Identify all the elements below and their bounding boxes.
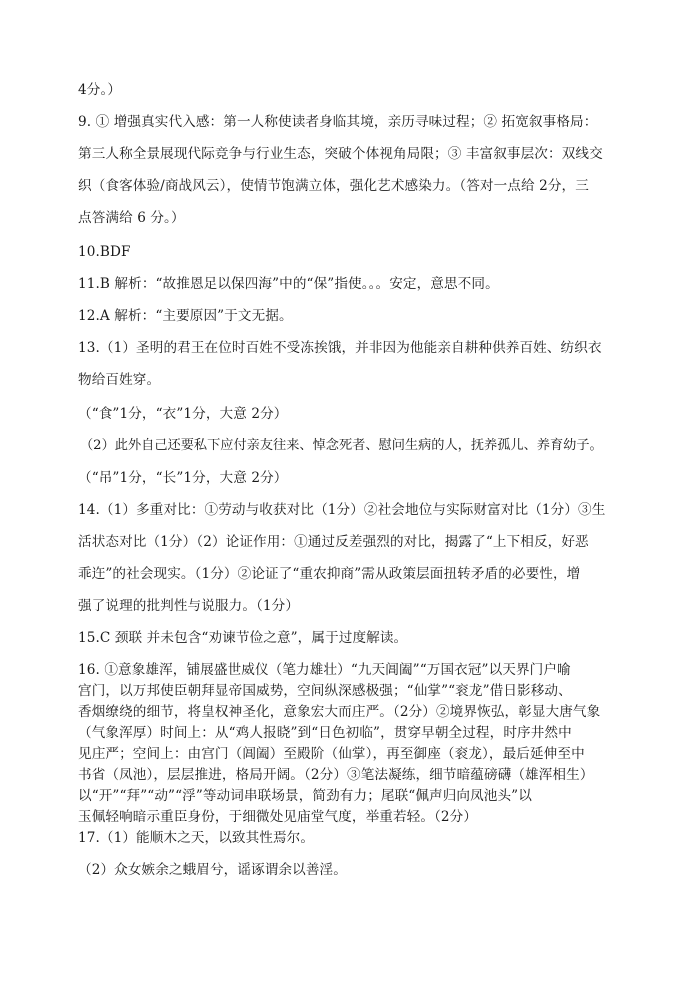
text-line: 活状态对比（1分）（2）论证作用：①通过反差强烈的对比，揭露了“上下相反，好恶	[78, 534, 589, 550]
text-line: 14.（1）多重对比：①劳动与收获对比（1分）②社会地位与实际财富对比（1分）③生	[78, 502, 606, 518]
text-line: 9. ① 增强真实代入感：第一人称使读者身临其境，亲历寻味过程；② 拓宽叙事格局：	[78, 114, 598, 130]
text-line: 点答满给 6 分。）	[78, 210, 185, 226]
text-line: 织（食客体验/商战风云），使情节饱满立体，强化艺术感染力。（答对一点给 2分，三	[78, 178, 589, 194]
text-line: 宫门，以万邦使臣朝拜显帝国威势，空间纵深感极强；“仙掌”“衮龙”借日影移动、	[78, 683, 572, 699]
text-line: 玉佩轻响暗示重臣身份，于细微处见庙堂气度，举重若轻。（2分）	[78, 809, 478, 825]
text-line: 第三人称全景展现代际竞争与行业生态，突破个体视角局限；③ 丰富叙事层次：双线交	[78, 146, 603, 162]
text-line: （“食”1分，“衣”1分，大意 2分）	[78, 406, 288, 422]
text-line: 17.（1）能顺木之天，以致其性焉尔。	[78, 830, 315, 846]
text-line: 12.A 解析：“主要原因”于文无据。	[78, 308, 293, 324]
text-line: 乖迕”的社会现实。（1分）②论证了“重农抑商”需从政策层面扭转矛盾的必要性，增	[78, 566, 581, 582]
text-line: 香烟缭绕的细节，将皇权神圣化，意象宏大而庄严。（2分）②境界恢弘，彰显大唐气象	[78, 704, 601, 720]
text-line: 10.BDF	[78, 244, 131, 260]
text-line: 书省（凤池），层层推进，格局开阔。（2分）③笔法凝练，细节暗蕴磅礴（雄浑相生）	[78, 767, 594, 783]
text-line: 4分。）	[78, 82, 122, 98]
text-line: （“吊”1分，“长”1分，大意 2分）	[78, 470, 288, 486]
text-line: （2）众女嫉余之蛾眉兮，谣诼谓余以善淫。	[78, 862, 347, 878]
text-line: 见庄严；空间上：由宫门（阊阖）至殿阶（仙掌），再至御座（衮龙），最后延伸至中	[78, 746, 585, 762]
text-line: 15.C 颈联 并未包含“劝谏节俭之意”，属于过度解读。	[78, 630, 408, 646]
text-line: （2）此外自己还要私下应付亲友往来、悼念死者、慰问生病的人，抚养孤儿、养育幼子。	[80, 438, 603, 453]
text-line: 11.B 解析：“故推恩足以保四海”中的“保”指使。。。安定，意思不同。	[78, 276, 499, 292]
text-line: 以“开”“拜”“动”“浮”等动词串联场景，简劲有力；尾联“佩声归向凤池头”以	[78, 788, 532, 804]
text-line: 物给百姓穿。	[78, 372, 161, 388]
text-line: 16. ①意象雄浑，铺展盛世威仪（笔力雄壮）“九天阊阖”“万国衣冠”以天界门户喻	[78, 662, 571, 678]
text-line: 强了说理的批判性与说服力。（1分）	[78, 598, 300, 614]
text-line: （气象浑厚）时间上：从“鸡人报晓”到“日色初临”，贯穿早朝全过程，时序井然中	[78, 725, 572, 741]
text-line: 13.（1）圣明的君王在位时百姓不受冻挨饿，并非因为他能亲自耕种供养百姓、纺织衣	[78, 340, 602, 356]
